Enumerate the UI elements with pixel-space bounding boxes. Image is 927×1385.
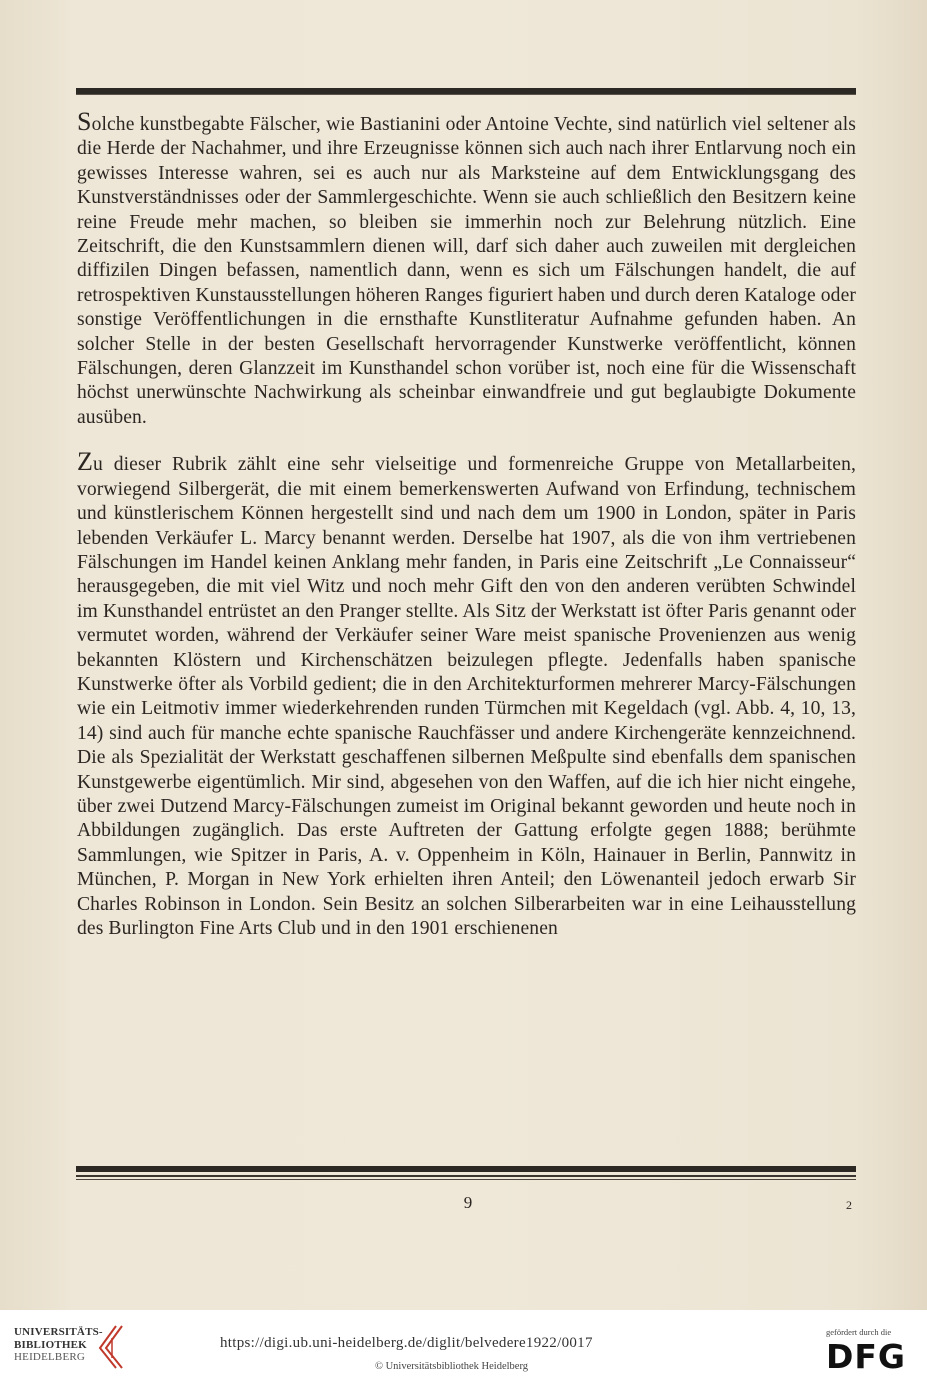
dropcap-2: Z (77, 447, 93, 477)
permalink-url[interactable]: https://digi.ub.uni-heidelberg.de/diglit/belvedere1922/0017 (220, 1335, 593, 1351)
article-body (77, 107, 856, 941)
paragraph-1-text: olche kunstbegabte Fälscher, wie Bastianini oder Antoine Vechte, sind natürlich viel seltener als die Herde der Nachahmer, und ihre Erzeugnisse können sich auch nach ihrer Entlarvung noch ein gewisses Interesse wahren, sei es auch nur als Marksteine auf dem Entwicklungsgang des Kunstverständnisses oder der Sammlergeschichte. Wenn sie auch schließlich den Besitzern keine reine Freude mehr machen, so bleiben sie immerhin noch zur Belehrung nützlich. Eine Zeitschrift, die den Kunstsammlern dienen will, darf sich daher auch zuweilen mit dergleichen diffizilen Dingen befassen, namentlich dann, wenn es sich um Fälschungen handelt, die auf retrospektiven Kunstausstellungen höheren Ranges figuriert haben und durch deren Kataloge oder sonstige Veröffentlichungen in die ernsthafte Kunstliteratur Aufnahme gefunden haben. An solcher Stelle in der besten Gesellschaft hervorragender Kunstwerke veröffentlicht, können Fälschungen, deren Glanzzeit im Kunsthandel schon vorüber ist, noch eine für die Wissenschaft höchst unerwünschte Nachwirkung als scheinbar einwandfreie und gut beglaubigte Dokumente ausüben. (77, 114, 856, 428)
top-rule (76, 88, 856, 95)
copyright-notice: © Universitätsbibliothek Heidelberg (375, 1361, 529, 1372)
library-logo-text[interactable] (14, 1326, 103, 1364)
dropcap-1: S (77, 107, 92, 136)
signature-mark: 2 (846, 1198, 852, 1212)
library-line-3: HEIDELBERG (14, 1351, 86, 1363)
bottom-rule (76, 1166, 856, 1181)
page-number: 9 (463, 1193, 473, 1212)
paragraph-2-text: u dieser Rubrik zählt eine sehr vielseitige und formenreiche Gruppe von Metallarbeiten, vorwiegend Silbergerät, die mit einem bemerkenswerten Aufwand von Erfindung, technischem und künstlerischem Können hergestellt sind und nach dem um 1900 in London, später in Paris lebenden Verkäufer L. Marcy benannt werden. Derselbe hat 1907, als die von ihm vertriebenen Fälschungen im Handel keinen Anklang mehr fanden, in Paris eine Zeitschrift „Le Connaisseur“ herausgegeben, die mit viel Witz und noch mehr Gift den von den anderen verübten Schwindel im Kunsthandel entrüstet an den Pranger stellte. Als Sitz der Werkstatt ist öfter Paris genannt oder vermutet worden, während der Verkäufer seiner Ware meist spanische Provenienzen aus wenig bekannten Klöstern und Kirchenschätzen beizulegen pflegte. Jedenfalls haben spanische Kunstwerke öfter als Vorbild gedient; die in den Architekturformen mehrerer Marcy-Fälschungen wie ein Leitmotiv immer wiederkehrenden runden Türmchen mit Kegeldach (vgl. Abb. 4, 10, 13, 14) sind auch für manche echte spanische Rauchfässer und andere Kirchengeräte kennzeichnend. Die als Spezialität der Werkstatt geschaffenen silbernen Meßpulte sind ebenfalls dem spanischen Kunstgewerbe eigentümlich. Mir sind, abgesehen von den Waffen, auf die ich hier nicht eingehe, über zwei Dutzend Marcy-Fälschungen zumeist im Original bekannt geworden und heute noch in Abbildungen zugänglich. Das erste Auftreten der Gattung erfolgte gegen 1888; berühmte Sammlungen, wie Spitzer in Paris, A. v. Oppenheim in Köln, Hainauer in Berlin, Pannwitz in München, P. Morgan in New York erhielten ihren Anteil; den Löwenanteil jedoch erwarb Sir Charles Robinson in London. Sein Besitz an solchen Silberarbeiten war in eine Leihausstellung des Burlington Fine Arts Club und in den 1901 erschienenen (77, 454, 856, 939)
paragraph-1 (77, 107, 856, 430)
library-mark-icon[interactable] (92, 1324, 128, 1370)
library-line-2: BIBLIOTHEK (14, 1338, 87, 1351)
library-line-1: UNIVERSITÄTS- (14, 1326, 103, 1338)
paragraph-2 (77, 447, 856, 941)
dfg-logo[interactable]: DFG (826, 1337, 907, 1376)
funding-label: gefördert durch die (826, 1327, 892, 1337)
